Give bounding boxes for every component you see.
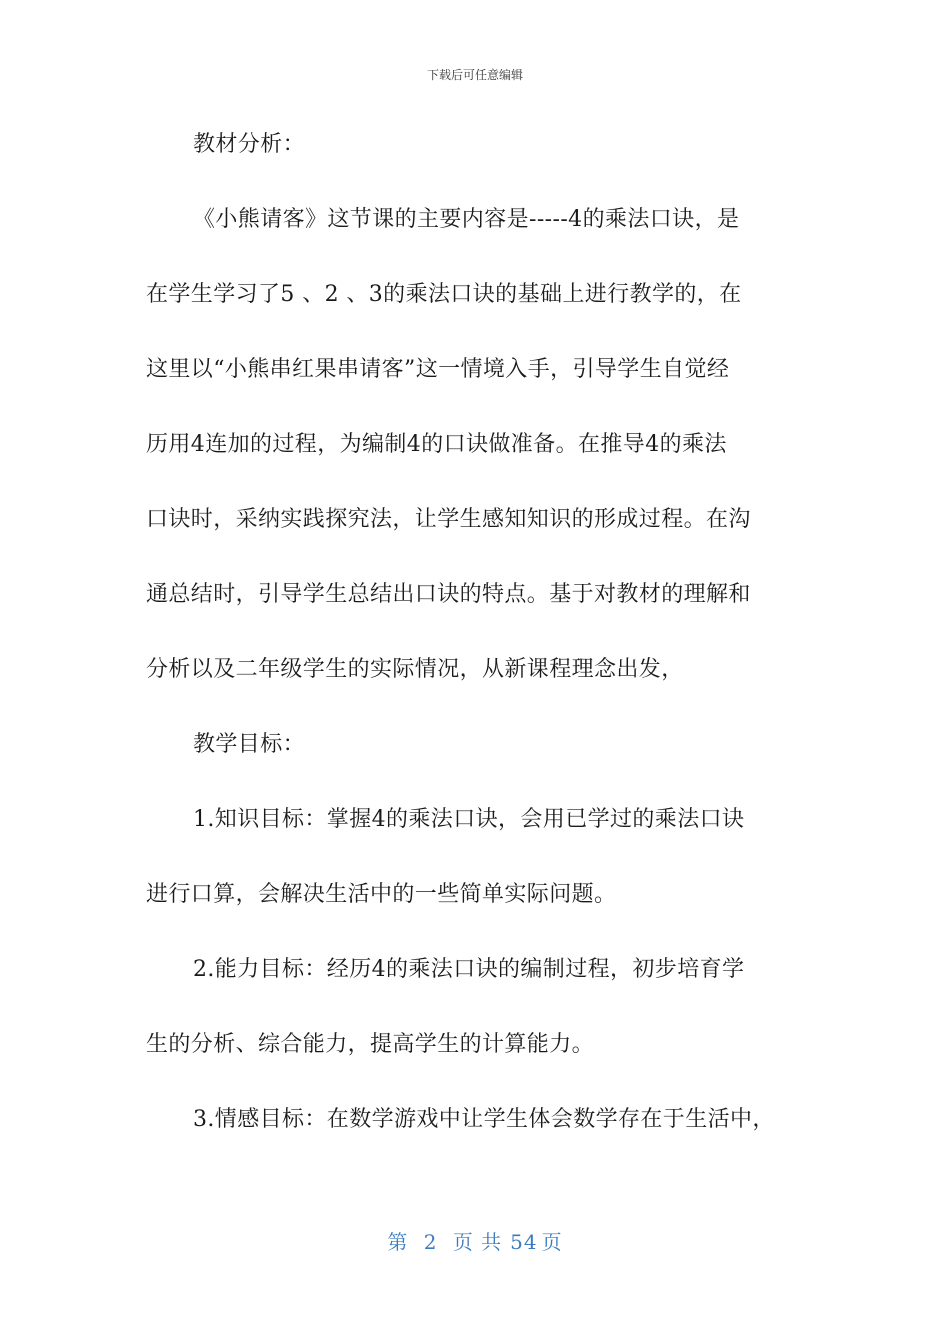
heading-teaching-goals: 教学目标： — [193, 732, 306, 757]
goal-ability-line: 生的分析、综合能力，提高学生的计算能力。 — [146, 1032, 595, 1057]
paragraph-line: 口诀时，采纳实践探究法，让学生感知知识的形成过程。在沟 — [146, 507, 751, 532]
page-header: 下载后可任意编辑 — [426, 68, 523, 82]
footer-suffix: 页 — [541, 1230, 563, 1254]
paragraph-line: 历用4连加的过程，为编制4的口诀做准备。在推导4的乘法 — [146, 432, 727, 457]
heading-textbook-analysis: 教材分析： — [193, 132, 306, 157]
goal-ability-line: 2.能力目标：经历4的乘法口诀的编制过程，初步培育学 — [193, 957, 745, 982]
footer-middle: 页 共 — [452, 1230, 503, 1254]
current-page-number: 2 — [423, 1230, 438, 1254]
page-number-footer — [0, 1226, 950, 1255]
paragraph-line: 在学生学习了5 、2 、3的乘法口诀的基础上进行教学的，在 — [146, 282, 742, 307]
paragraph-line: 分析以及二年级学生的实际情况，从新课程理念出发， — [146, 657, 684, 682]
goal-emotion-line: 3.情感目标：在数学游戏中让学生体会数学存在于生活中， — [193, 1107, 775, 1132]
total-page-number: 54 — [510, 1230, 538, 1254]
paragraph-line: 通总结时，引导学生总结出口诀的特点。基于对教材的理解和 — [146, 582, 751, 607]
footer-prefix: 第 — [387, 1230, 409, 1254]
goal-knowledge-line: 1.知识目标：掌握4的乘法口诀，会用已学过的乘法口诀 — [193, 807, 745, 832]
paragraph-line: 《小熊请客》这节课的主要内容是-----4的乘法口诀，是 — [193, 207, 740, 232]
paragraph-line: 这里以“小熊串红果串请客”这一情境入手，引导学生自觉经 — [146, 357, 730, 382]
goal-knowledge-line: 进行口算，会解决生活中的一些简单实际问题。 — [146, 882, 617, 907]
document-body — [146, 119, 806, 1169]
